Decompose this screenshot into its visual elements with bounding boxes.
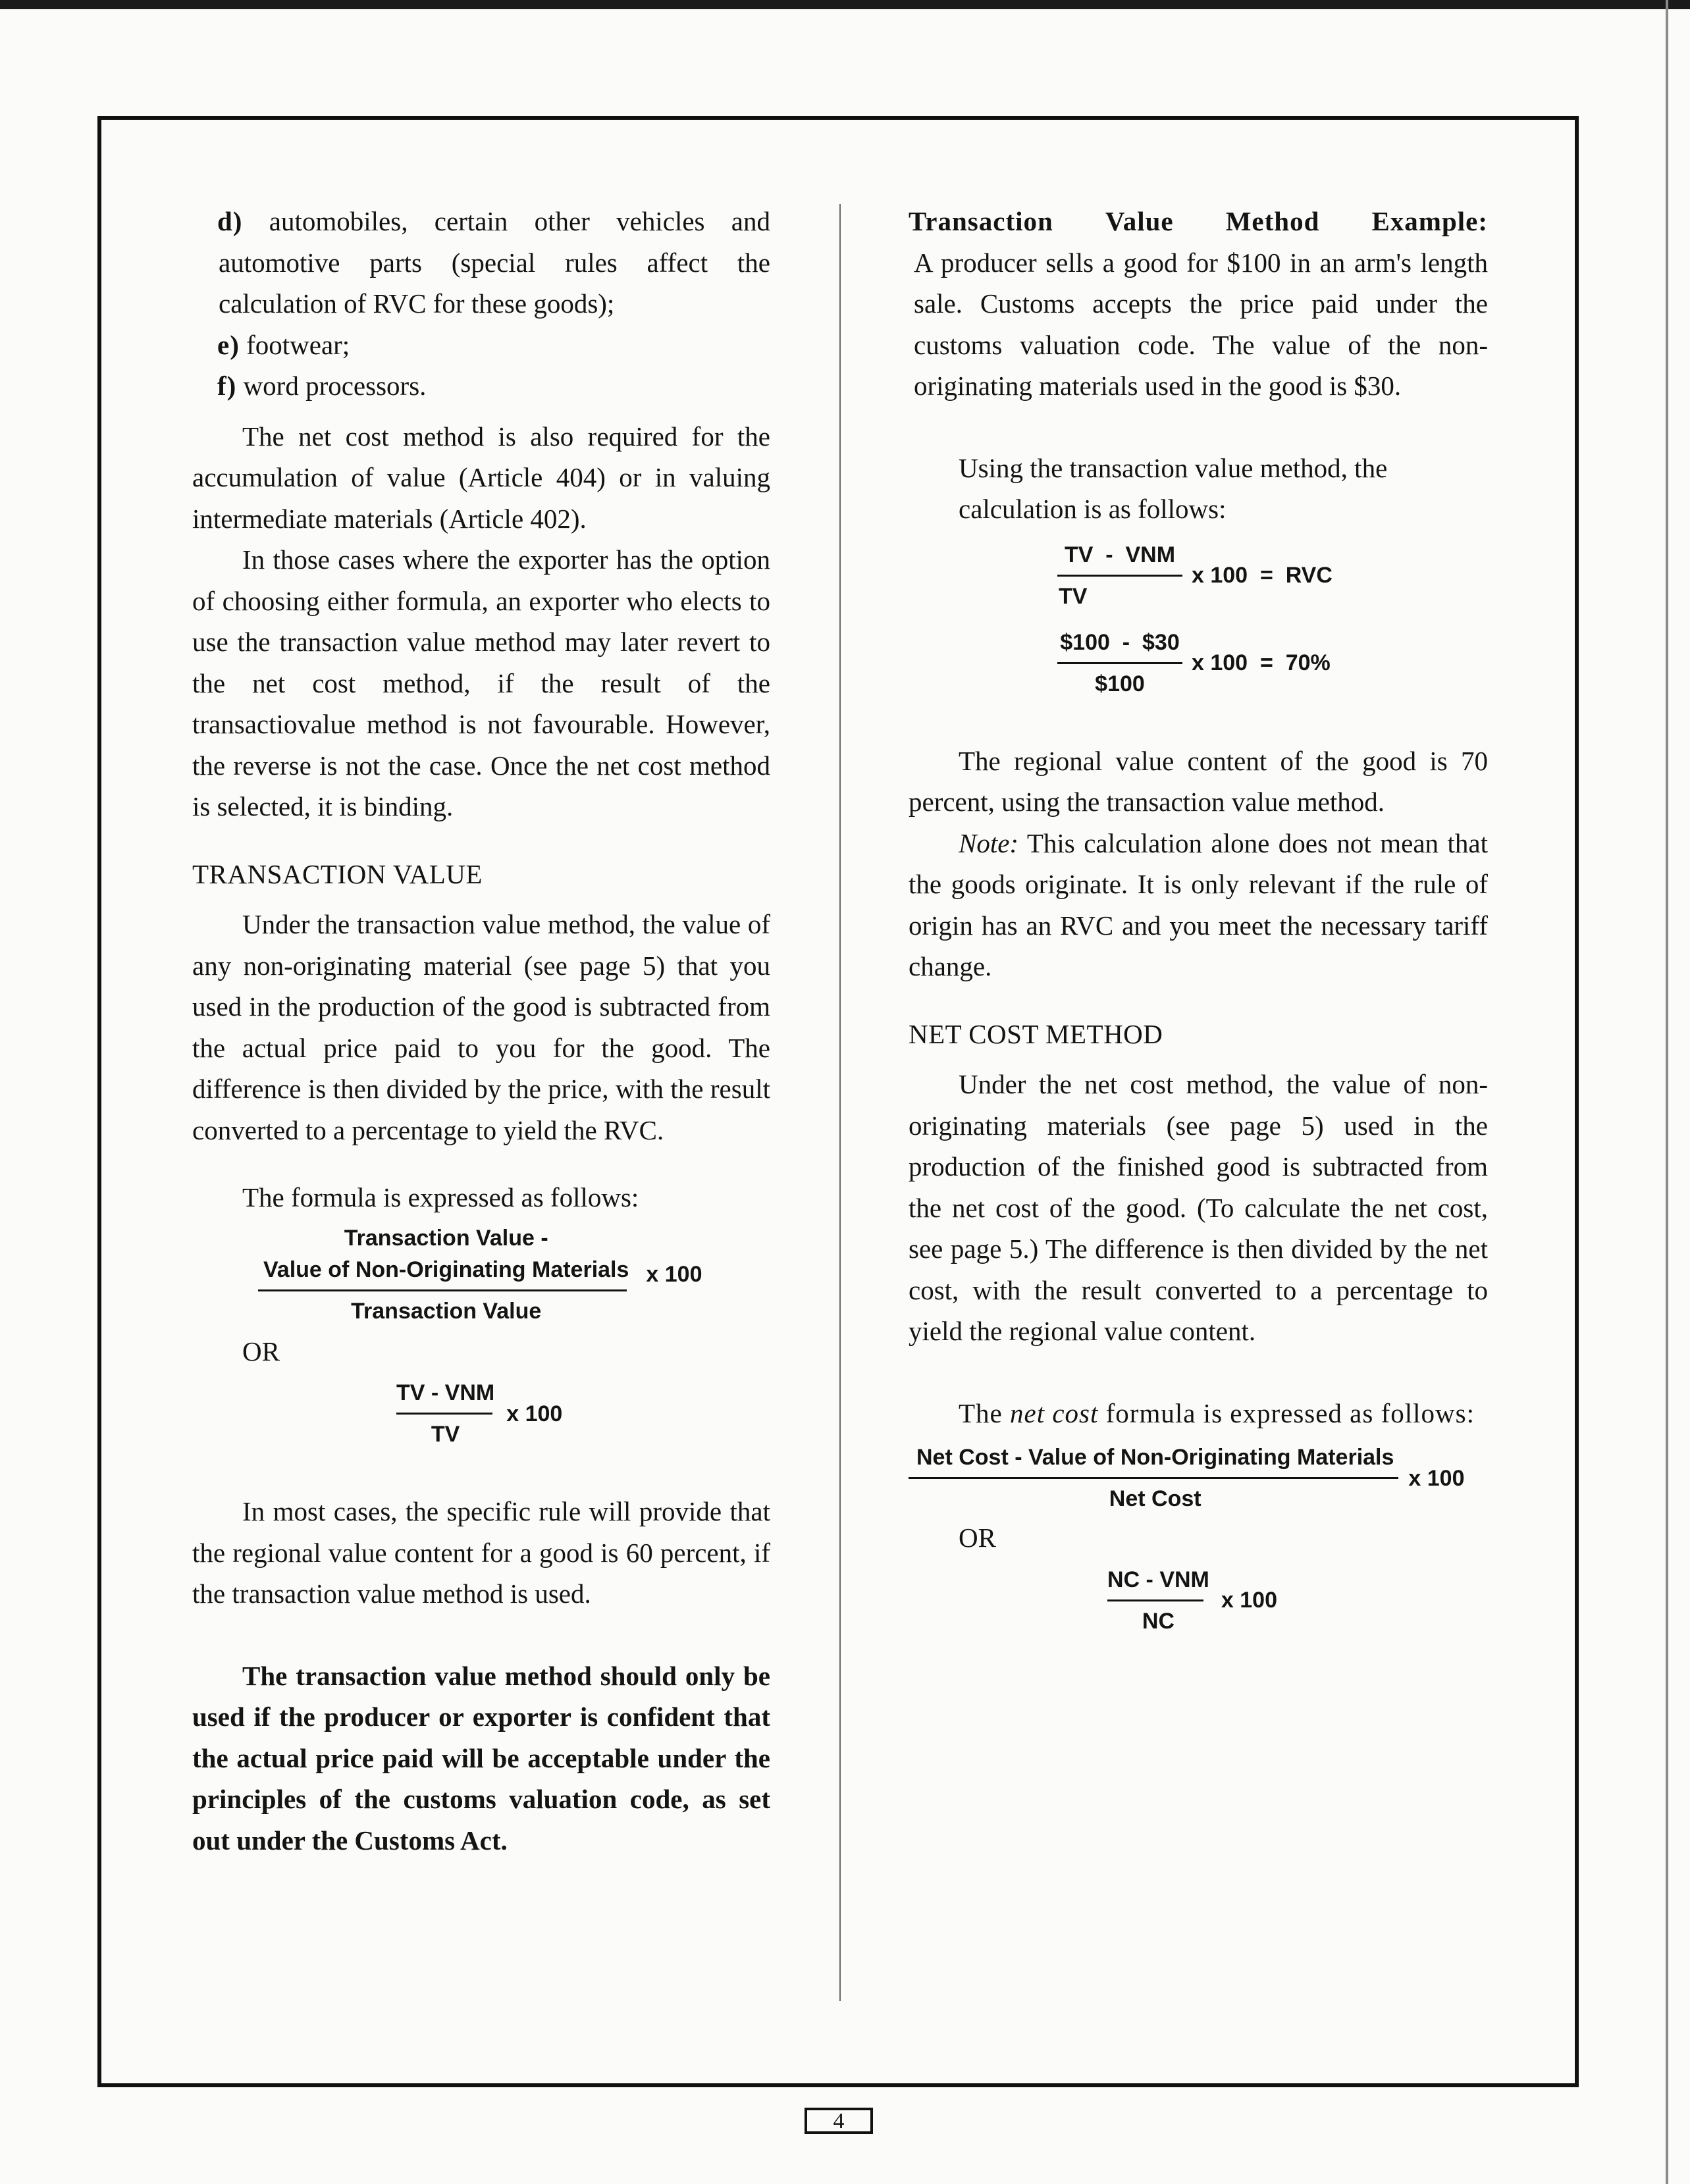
formula-numerator-line2: Value of Non-Originating Materials (263, 1257, 629, 1282)
heading-net-cost-method: NET COST METHOD (909, 1018, 1163, 1049)
fraction-bar (909, 1477, 1398, 1479)
example-text: A producer sells a good for $100 in an arm's length sale. Customs accepts the price paid under the customs valuation code. The value of the non-originating materials used in the good is $30. (914, 247, 1488, 401)
or-label: OR (242, 1336, 280, 1366)
formula-denominator: Net Cost (1109, 1486, 1201, 1511)
example-heading (909, 201, 1488, 242)
formula-multiplier: x 100 (646, 1262, 702, 1287)
note-label: Note: (959, 827, 1019, 858)
formula-result: x 100 = RVC (1192, 563, 1333, 588)
formula-numerator: $100 - $30 (1060, 629, 1180, 655)
formula-denominator: TV (431, 1422, 460, 1447)
paragraph-sixty-percent: In most cases, the specific rule will provide that the regional value content for a good is 60 percent, if the transaction value method is used. (192, 1496, 770, 1609)
paragraph-net-cost-required: The net cost method is also required for the accumulation of value (Article 404) or in valuing intermediate materials (Article 402). (192, 421, 770, 534)
paragraph-exporter-option: In those cases where the exporter has the option of choosing either formula, an exporter who elects to use the transaction value method may later revert to the net cost method, if the result of the transactiovalue method is not favourable. However, the reverse is not the case. Once the net cost method is selected, it is binding. (192, 544, 770, 821)
page-number: 4 (805, 2108, 873, 2134)
formula-intro: The formula is expressed as follows: (242, 1182, 639, 1212)
formula-numerator: NC - VNM (1107, 1567, 1209, 1592)
formula-numerator-line1: Transaction Value - (344, 1225, 548, 1251)
formula-net-cost (909, 1442, 1488, 1515)
fraction-bar (258, 1289, 627, 1291)
fraction-bar (1057, 575, 1182, 577)
or-label: OR (959, 1522, 996, 1553)
formula-nc-vnm (909, 1564, 1488, 1637)
formula-numerator: TV - VNM (1064, 542, 1176, 567)
scan-edge-top (0, 0, 1690, 9)
formula-denominator: TV (1059, 583, 1088, 609)
example-heading-word: Method (1225, 206, 1320, 236)
scan-edge-right (1666, 0, 1668, 2184)
paragraph-bold-warning: The transaction value method should only be used if the producer or exporter is confident that the actual price paid will be acceptable under the principles of the customs valuation code, as set out under the Customs Act. (192, 1660, 770, 1856)
calculation-intro: Using the transaction value method, the calculation is as follows: (959, 452, 1388, 524)
paragraph-note (909, 823, 1488, 987)
fraction-bar (1057, 662, 1182, 664)
heading-transaction-value: TRANSACTION VALUE (192, 858, 483, 889)
example-heading-word: Example: (1371, 206, 1488, 236)
calculation-example-values (909, 627, 1488, 700)
formula-multiplier: x 100 (506, 1401, 563, 1426)
list-item-f: f) word processors. (217, 371, 427, 401)
fraction-bar (396, 1413, 492, 1415)
calculation-rvc-formula (909, 539, 1488, 612)
right-column (909, 201, 1488, 1637)
formula-numerator: TV - VNM (396, 1380, 495, 1405)
fraction-bar (1107, 1599, 1203, 1601)
formula-result: x 100 = 70% (1192, 650, 1331, 675)
list-item-d: d) automobiles, certain other vehicles and automotive parts (special rules affect the calculation of RVC for these goods); (217, 206, 770, 319)
paragraph-rvc-result: The regional value content of the good is 70 percent, using the transaction value method. (909, 745, 1488, 817)
left-column (192, 201, 770, 1861)
example-heading-word: Transaction (909, 206, 1053, 236)
formula-denominator: NC (1142, 1608, 1175, 1634)
formula-denominator: $100 (1095, 671, 1145, 696)
net-cost-formula-intro: The net cost formula is expressed as follows: (959, 1397, 1475, 1428)
formula-numerator: Net Cost - Value of Non-Originating Materials (916, 1445, 1394, 1470)
formula-multiplier: x 100 (1221, 1588, 1277, 1613)
note-text: This calculation alone does not mean that the goods originate. It is only relevant if the rule of origin has an RVC and you meet the necessary tariff change. (909, 827, 1488, 981)
list-item-e: e) footwear; (217, 329, 350, 360)
paragraph-net-cost: Under the net cost method, the value of non-originating materials (see page 5) used in the production of the finished good is subtracted from the net cost of the good. (To calculate the net cost, see page 5.) The difference is then divided by the net cost, with the result converted to a percentage to yield the regional value content. (909, 1069, 1488, 1346)
formula-tv-vnm (192, 1377, 770, 1450)
formula-multiplier: x 100 (1408, 1465, 1465, 1491)
formula-denominator: Transaction Value (351, 1298, 542, 1324)
paragraph-transaction-value: Under the transaction value method, the value of any non-originating material (see page 5) that you used in the production of the good is subtracted from the actual price paid to you for the good. The difference is then divided by the price, with the result converted to a percentage to yield the RVC. (192, 909, 770, 1145)
column-divider (839, 204, 841, 2001)
example-heading-word: Value (1105, 206, 1174, 236)
formula-transaction-value (192, 1222, 770, 1327)
